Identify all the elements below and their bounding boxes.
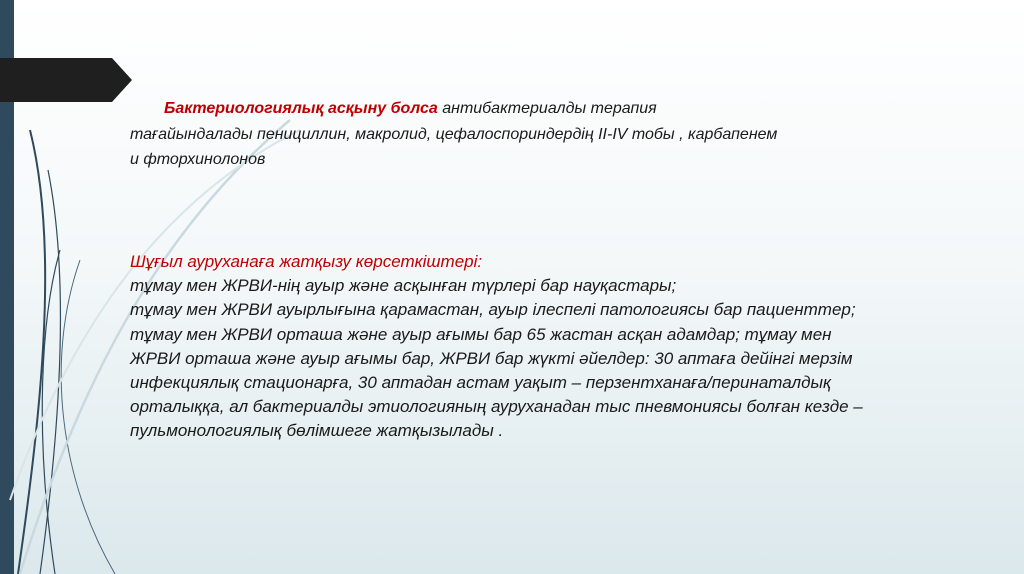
hospitalization-line: пульмонологиялық бөлімшеге жатқызылады .	[130, 421, 504, 441]
hospitalization-line: тұмау мен ЖРВИ орташа және ауыр ағымы бар 65 жастан асқан адамдар; тұмау мен	[130, 324, 832, 344]
hospitalization-line: инфекциялық стационарға, 30 аптадан астам уақыт – перзентханаға/перинаталдық	[130, 373, 832, 393]
hospitalization-paragraph	[130, 250, 990, 444]
bacterial-complication-highlight: Бактериологиялық асқыну болса	[164, 100, 438, 117]
hospitalization-heading: Шұғыл ауруханаға жатқызу көрсеткіштері:	[130, 252, 483, 271]
hospitalization-line: ЖРВИ орташа және ауыр ағымы бар, ЖРВИ бар жүкті әйелдер: 30 аптаға дейінгі мерзім	[130, 348, 853, 368]
hospitalization-line: тұмау мен ЖРВИ ауырлығына қарамастан, ауыр ілеспелі патологиясы бар пациенттер;	[130, 300, 856, 320]
therapy-paragraph	[130, 96, 960, 173]
title-tab-shape	[0, 58, 132, 102]
therapy-line-1: Бактериологиялық асқыну болса антибактериалды терапия	[164, 100, 657, 117]
hospitalization-line: тұмау мен ЖРВИ-нің ауыр және асқынған түрлері бар науқастары;	[130, 276, 677, 296]
therapy-line-2: тағайындалады пенициллин, макролид, цефалоспориндердің II-IV тобы , карбапенем	[130, 125, 778, 143]
therapy-line-3: и фторхинолонов	[130, 151, 266, 168]
hospitalization-line: орталыққа, ал бактериалды этиологияның ауруханадан тыс пневмониясы болған кезде –	[130, 397, 863, 417]
